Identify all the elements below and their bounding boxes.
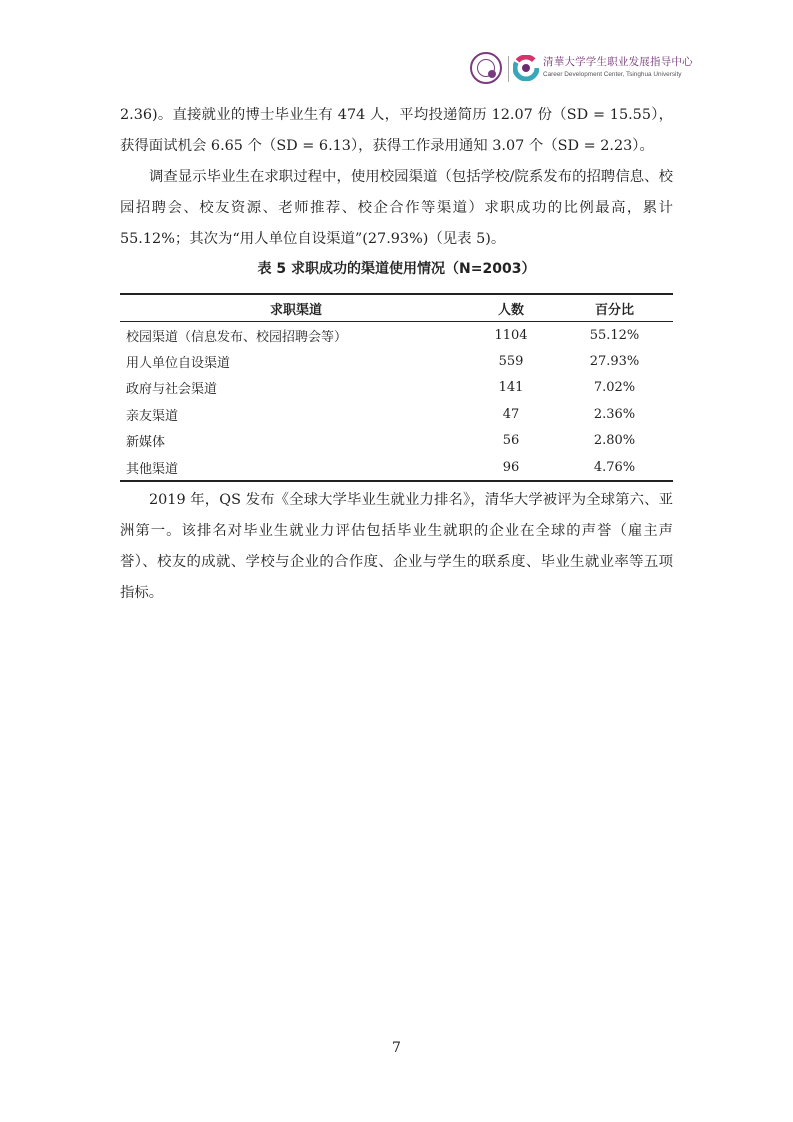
cell-channel: 亲友渠道	[126, 408, 179, 424]
cell-count: 47	[502, 406, 520, 422]
paragraph-1: 2.36)。直接就业的博士毕业生有 474 人，平均投递简历 12.07 份（SD = 15.55），获得面试机会 6.65 个（SD = 6.13），获得工作录用通知 3.07 个（SD = 2.23）。	[120, 107, 673, 154]
table-row	[120, 322, 673, 349]
header-divider	[508, 56, 509, 82]
cell-percent: 2.80%	[593, 433, 636, 449]
paragraph-2: 调查显示毕业生在求职过程中，使用校园渠道（包括学校/院系发布的招聘信息、校园招聘会、校友资源、老师推荐、校企合作等渠道）求职成功的比例最高，累计 55.12%；其次为“用人单位自设渠道”(27.93%)（见表 5)。	[120, 169, 673, 247]
cell-percent: 55.12%	[589, 327, 640, 343]
column-header-percent: 百分比	[556, 294, 673, 322]
career-center-logo-icon	[513, 55, 539, 81]
page-header	[470, 52, 693, 88]
paragraph-3: 2019 年，QS 发布《全球大学毕业生就业力排名》，清华大学被评为全球第六、亚洲第一。该排名对毕业生就业力评估包括毕业生就职的企业在全球的声誉（雇主声誉）、校友的成就、学校与企业的合作度、企业与学生的联系度、毕业生就业率等五项指标。	[120, 492, 673, 601]
brand-name-en: Career Development Center, Tsinghua University	[543, 71, 682, 78]
table-row	[120, 428, 673, 454]
cell-count: 1104	[494, 327, 528, 343]
page-number: 7	[392, 1040, 401, 1056]
table-row	[120, 375, 673, 401]
cell-percent: 7.02%	[593, 380, 636, 396]
cell-channel: 校园渠道（信息发布、校园招聘会等）	[126, 329, 348, 345]
brand-text	[543, 54, 693, 78]
cell-channel: 新媒体	[126, 435, 166, 451]
cell-percent: 4.76%	[556, 454, 673, 481]
cell-percent: 27.93%	[589, 354, 640, 370]
brand-name-cn: 清華大学学生职业发展指导中心	[543, 56, 693, 68]
column-header-count: 人数	[466, 294, 556, 322]
university-seal-icon	[470, 52, 502, 84]
cell-count: 559	[498, 354, 524, 370]
table-row	[120, 348, 673, 374]
cell-channel: 其他渠道	[120, 454, 466, 481]
table-header-row	[120, 294, 673, 322]
cell-percent: 2.36%	[593, 406, 636, 422]
table-row	[120, 454, 673, 481]
table-row	[120, 401, 673, 427]
cell-count: 56	[502, 433, 520, 449]
cell-count: 96	[466, 454, 556, 481]
column-header-channel: 求职渠道	[120, 294, 466, 322]
table-title: 表 5 求职成功的渠道使用情况（N=2003）	[257, 261, 536, 277]
cell-count: 141	[498, 380, 524, 396]
channel-table	[120, 293, 673, 482]
cell-channel: 政府与社会渠道	[126, 382, 218, 398]
cell-channel: 用人单位自设渠道	[126, 356, 231, 372]
